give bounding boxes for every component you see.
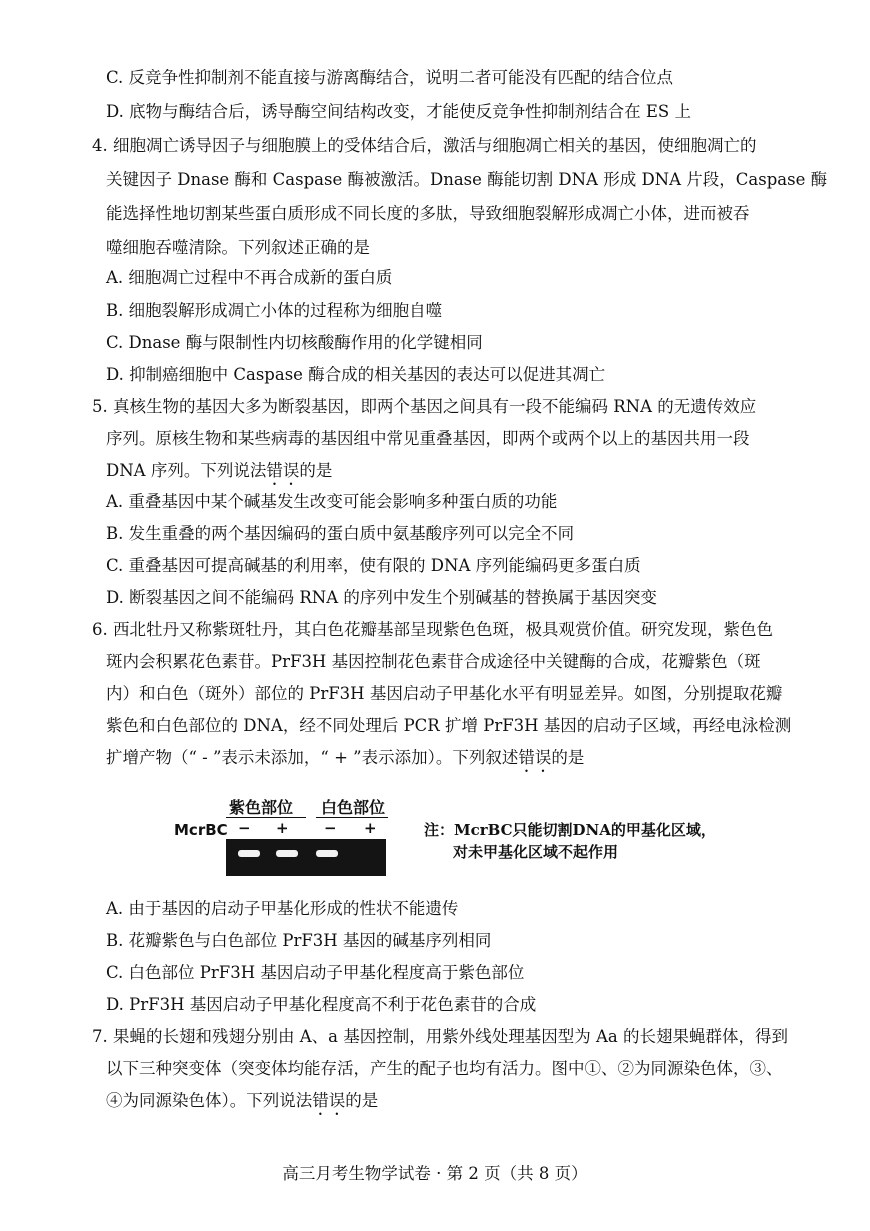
q6-option-b: B. 花瓣紫色与白色部位 PrF3H 基因的碱基序列相同 — [106, 931, 492, 950]
q6-option-a: A. 由于基因的启动子甲基化形成的性状不能遗传 — [106, 899, 459, 918]
q5-option-d: D. 断裂基因之间不能编码 RNA 的序列中发生个别碱基的替换属于基因突变 — [106, 588, 657, 607]
q6-stem-line-3: 内）和白色（斑外）部位的 PrF3H 基因启动子甲基化水平有明显差异。如图，分别提取花瓣 — [106, 684, 783, 703]
electrophoresis-figure — [174, 795, 734, 885]
lane-sign: − — [324, 819, 337, 837]
q7-stem-line-3 — [106, 1089, 378, 1119]
text-segment: 的是 — [299, 461, 333, 480]
page-footer: 高三月考生物学试卷 · 第 2 页（共 8 页） — [282, 1164, 588, 1183]
text-segment: 的是 — [345, 1091, 379, 1110]
q5-stem-line-3 — [106, 459, 332, 489]
group-underline — [316, 817, 388, 818]
q4-option-c: C. Dnase 酶与限制性内切核酸酶作用的化学键相同 — [106, 333, 483, 352]
text-segment: DNA 序列。下列说法 — [106, 461, 267, 480]
q3-option-c: C. 反竞争性抑制剂不能直接与游离酶结合，说明二者可能没有匹配的结合位点 — [106, 68, 674, 87]
q4-stem-line-2: 关键因子 Dnase 酶和 Caspase 酶被激活。Dnase 酶能切割 DNA 形成 DNA 片段，Caspase 酶 — [106, 170, 828, 189]
q5-option-b: B. 发生重叠的两个基因编码的蛋白质中氨基酸序列可以完全不同 — [106, 524, 575, 543]
q6-option-d: D. PrF3H 基因启动子甲基化程度高不利于花色素苷的合成 — [106, 995, 537, 1014]
enzyme-label: McrBC — [174, 821, 228, 839]
q5-option-c: C. 重叠基因可提高碱基的利用率，使有限的 DNA 序列能编码更多蛋白质 — [106, 556, 641, 575]
q4-option-b: B. 细胞裂解形成凋亡小体的过程称为细胞自噬 — [106, 301, 443, 320]
q4-option-a: A. 细胞凋亡过程中不再合成新的蛋白质 — [106, 268, 393, 287]
q7-stem-line-1: 7. 果蝇的长翅和残翅分别由 A、a 基因控制，用紫外线处理基因型为 Aa 的长翅果蝇群体，得到 — [92, 1027, 788, 1046]
q6-stem-line-4: 紫色和白色部位的 DNA，经不同处理后 PCR 扩增 PrF3H 基因的启动子区域，再经电泳检测 — [106, 716, 792, 735]
dna-band — [238, 850, 260, 857]
text-segment: ④为同源染色体）。下列说法 — [106, 1091, 313, 1110]
gel-image — [226, 839, 386, 876]
q4-option-d: D. 抑制癌细胞中 Caspase 酶合成的相关基因的表达可以促进其凋亡 — [106, 365, 606, 384]
q5-option-a: A. 重叠基因中某个碱基发生改变可能会影响多种蛋白质的功能 — [106, 492, 558, 511]
note-line: 注：McrBC只能切割DNA的甲基化区域， — [424, 821, 716, 839]
q6-option-c: C. 白色部位 PrF3H 基因启动子甲基化程度高于紫色部位 — [106, 963, 525, 982]
lane-sign: + — [276, 819, 289, 837]
dna-band — [316, 850, 338, 857]
lane-sign: − — [238, 819, 251, 837]
q4-stem-line-4: 噬细胞吞噬清除。下列叙述正确的是 — [106, 238, 370, 257]
q4-stem-line-1: 4. 细胞凋亡诱导因子与细胞膜上的受体结合后，激活与细胞凋亡相关的基因，使细胞凋亡的 — [92, 136, 757, 155]
lane-sign: + — [364, 819, 377, 837]
emphasis-word: 错误 — [312, 1091, 346, 1110]
q5-stem-line-1: 5. 真核生物的基因大多为断裂基因，即两个基因之间具有一段不能编码 RNA 的无遗传效应 — [92, 397, 757, 416]
group-label-purple: 紫色部位 — [229, 798, 294, 817]
q5-stem-line-2: 序列。原核生物和某些病毒的基因组中常见重叠基因，即两个或两个以上的基因共用一段 — [106, 429, 750, 448]
q7-stem-line-2: 以下三种突变体（突变体均能存活，产生的配子也均有活力。图中①、②为同源染色体，③、 — [106, 1059, 783, 1078]
text-segment: 的是 — [551, 748, 585, 767]
group-underline — [226, 817, 306, 818]
figure-note — [424, 819, 716, 863]
text-segment: 扩增产物（“ - ”表示未添加，“ + ”表示添加）。下列叙述 — [106, 748, 519, 767]
q6-stem-line-5 — [106, 746, 584, 776]
dna-band — [276, 850, 298, 857]
q6-stem-line-1: 6. 西北牡丹又称紫斑牡丹，其白色花瓣基部呈现紫色色斑，极具观赏价值。研究发现，紫色色 — [92, 620, 773, 639]
q3-option-d: D. 底物与酶结合后，诱导酶空间结构改变，才能使反竞争性抑制剂结合在 ES 上 — [106, 102, 691, 121]
q4-stem-line-3: 能选择性地切割某些蛋白质形成不同长度的多肽，导致细胞裂解形成凋亡小体，进而被吞 — [106, 204, 750, 223]
note-line: 对未甲基化区域不起作用 — [453, 843, 619, 861]
group-label-white: 白色部位 — [321, 798, 386, 817]
emphasis-word: 错误 — [266, 461, 300, 480]
emphasis-word: 错误 — [518, 748, 552, 767]
q6-stem-line-2: 斑内会积累花色素苷。PrF3H 基因控制花色素苷合成途径中关键酶的合成，花瓣紫色（斑 — [106, 652, 761, 671]
